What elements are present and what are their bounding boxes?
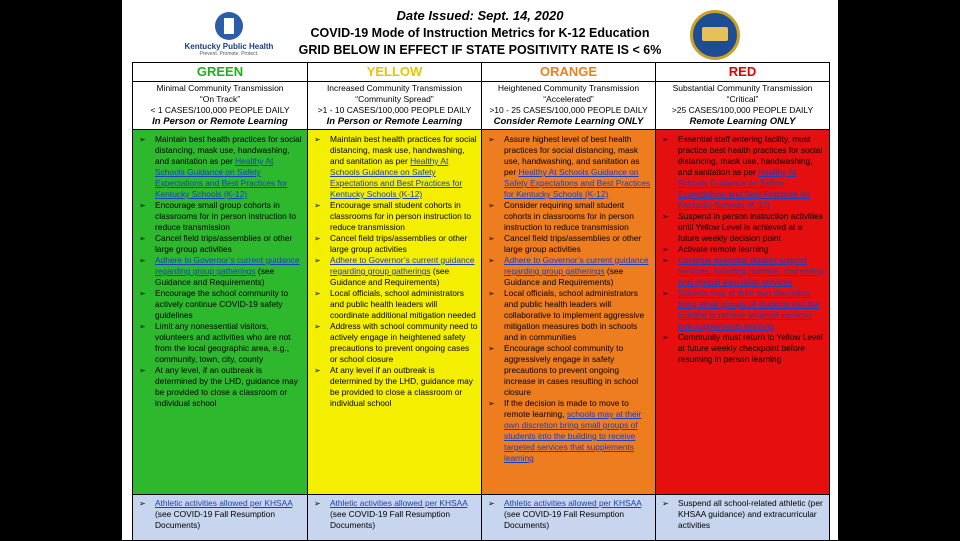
list-item: ➢ Cancel field trips/assemblies or other large group activities	[155, 233, 304, 255]
instruction-mode: In Person or Remote Learning	[326, 116, 463, 127]
list-item: ➢ Local officials, school administrators and public health leaders will coordinate additional mitigation needed	[330, 288, 478, 321]
list-item: ➢ Athletic activities allowed per KHSAA (see COVID-19 Fall Resumption Documents)	[155, 498, 304, 531]
level-red-athletics	[656, 495, 830, 541]
logo-name: Kentucky Public Health	[184, 42, 274, 51]
level-red-heading: RED	[656, 63, 830, 82]
list-item: ➢ Athletic activities allowed per KHSAA (see COVID-19 Fall Resumption Documents)	[504, 498, 652, 531]
list-item: ➢ Cancel field trips/assemblies or other large group activities	[330, 233, 478, 255]
list-item: ➢ Maintain best health practices for social distancing, mask use, handwashing, and sanitation as per Healthy At Schools Guidance on Safety Expectations and Best Practices for Kentucky Schools (K-12)	[330, 134, 478, 200]
remote-small-groups-link[interactable]: Schools may at their own discretion bring small groups of students into the building to receive targeted services that supplements learning	[678, 288, 820, 331]
khsaa-athletics-link[interactable]: Athletic activities allowed per KHSAA	[504, 498, 642, 508]
healthy-at-schools-link[interactable]: Healthy At Schools Guidance on Safety Expectations and Best Practices for Kentucky Schools (K-12)	[330, 156, 463, 199]
level-red-measures	[656, 130, 830, 495]
list-item	[678, 288, 826, 332]
list-item: ➢ Consider requiring small student cohorts in classrooms for in person instruction to reduce transmission	[504, 200, 652, 233]
logo-tagline: Prevent. Promote. Protect.	[199, 51, 259, 57]
level-yellow-heading: YELLOW	[308, 63, 482, 82]
list-item: ➢ Encourage small student cohorts in classrooms for in person instruction to reduce transmission	[330, 200, 478, 233]
level-orange-athletics	[482, 495, 656, 541]
level-orange-heading: ORANGE	[482, 63, 656, 82]
list-item: ➢ If the decision is made to move to remote learning, schools may at their own discretion bring small groups of students into the building to receive targeted services that supplements learning	[504, 398, 652, 464]
level-green-description: Minimal Community Transmission “On Track” < 1 CASES/100,000 PEOPLE DAILY In Person or Remote Learning	[133, 82, 308, 130]
governor-guidance-link[interactable]: Adhere to Governor’s current guidance regarding group gatherings	[155, 255, 300, 276]
list-item: ➢ Essential staff entering facility, must practice best health practices for social distancing, mask use, handwashing, and sanitation as per Healthy At Schools Guidance on Safety Expectations and Best Practices for Kentucky Schools (K-12)	[678, 134, 826, 211]
list-item: ➢ Encourage the school community to actively continue COVID-19 safety guidelines	[155, 288, 304, 321]
healthy-at-schools-link[interactable]: Healthy At Schools Guidance on Safety Expectations and Best Practices for Kentucky Schools (K-12)	[155, 156, 288, 199]
level-green-measures	[133, 130, 308, 495]
document-title: COVID-19 Mode of Instruction Metrics for K-12 Education	[310, 26, 650, 40]
list-item: ➢ Adhere to Governor’s current guidance regarding group gatherings (see Guidance and Requirements)	[330, 255, 478, 288]
list-item: ➢ At any level if an outbreak is determined by the LHD, guidance may be provided to close a classroom or individual school	[330, 365, 478, 409]
khsaa-athletics-link[interactable]: Athletic activities allowed per KHSAA	[155, 498, 293, 508]
list-item: ➢ Athletic activities allowed per KHSAA (see COVID-19 Fall Resumption Documents)	[330, 498, 478, 531]
governor-guidance-link[interactable]: Adhere to Governor’s current guidance regarding group gatherings	[330, 255, 475, 276]
list-item	[678, 255, 826, 288]
department-of-education-seal-icon	[690, 10, 740, 60]
level-red-description: Substantial Community Transmission “Critical” >25 CASES/100,000 PEOPLE DAILY Remote Learning ONLY	[656, 82, 830, 130]
document-page	[122, 0, 838, 540]
list-item: ➢ Suspend in person instruction activities until Yellow Level is achieved at a future weekly decision point	[678, 211, 826, 244]
date-issued: Date Issued: Sept. 14, 2020	[396, 8, 564, 23]
level-yellow-measures	[308, 130, 482, 495]
list-item: ➢ Community must return to Yellow Level at future weekly checkpoint before resuming in person learning	[678, 332, 826, 365]
list-item: ➢ Maintain best health practices for social distancing, mask use, handwashing, and sanitation as per Healthy At Schools Guidance on Safety Expectations and Best Practices for Kentucky Schools (K-12)	[155, 134, 304, 200]
list-item: ➢ Cancel field trips/assemblies or other large group activities	[504, 233, 652, 255]
level-green-athletics	[133, 495, 308, 541]
level-yellow-description: Increased Community Transmission “Community Spread” >1 - 10 CASES/100,000 PEOPLE DAILY In Person or Remote Learning	[308, 82, 482, 130]
document-header	[122, 0, 838, 60]
instruction-mode: Consider Remote Learning ONLY	[493, 116, 644, 127]
level-orange-description: Heightened Community Transmission “Accelerated” >10 - 25 CASES/100,000 PEOPLE DAILY Consider Remote Learning ONLY	[482, 82, 656, 130]
grid-effect-note: GRID BELOW IN EFFECT IF STATE POSITIVITY RATE IS < 6%	[298, 43, 662, 57]
list-item: ➢ Assure highest level of best health practices for social distancing, mask use, handwashing, and sanitation as per Healthy At Schools Guidance on Safety Expectations and Best Practices for Kentucky Schools (K-12)	[504, 134, 652, 200]
instruction-mode: In Person or Remote Learning	[152, 116, 288, 127]
khsaa-athletics-link[interactable]: Athletic activities allowed per KHSAA	[330, 498, 468, 508]
student-support-services-link[interactable]: Continue essential student support services, including nutrition, counseling and special education services	[678, 255, 824, 287]
list-item: ➢ At any level, if an outbreak is determined by the LHD, guidance may be provided to close a classroom or individual school	[155, 365, 304, 409]
level-orange-measures	[482, 130, 656, 495]
list-item: ➢ Encourage small group cohorts in classrooms for in person instruction to reduce transmission	[155, 200, 304, 233]
list-item: ➢ Local officials, school administrators and public health leaders will collaborative to implement aggressive mitigation measures both in schools and in communities	[504, 288, 652, 343]
list-item: ➢ Limit any nonessential visitors, volunteers and activities who are not from the local geographic area, e.g., community, town, city, county	[155, 321, 304, 365]
level-yellow-athletics	[308, 495, 482, 541]
list-item: ➢ Adhere to Governor’s current guidance regarding group gatherings (see Guidance and Requirements)	[155, 255, 304, 288]
remote-small-groups-link[interactable]: schools may at their own discretion bring small groups of students into the building to receive targeted services that supplements learning	[504, 409, 642, 463]
list-item: ➢ Suspend all school-related athletic (per KHSAA guidance) and extracurricular activities	[678, 498, 826, 531]
governor-guidance-link[interactable]: Adhere to Governor’s current guidance regarding group gatherings	[504, 255, 649, 276]
level-green-heading: GREEN	[133, 63, 308, 82]
healthy-at-schools-link[interactable]: Healthy At Schools Guidance on Safety Expectations and Best Practices for Kentucky Schools (K-12)	[678, 167, 811, 210]
list-item: ➢ Activate remote learning	[678, 244, 826, 255]
healthy-at-schools-link[interactable]: Healthy At Schools Guidance on Safety Expectations and Best Practices for Kentucky Schools (K-12)	[504, 167, 651, 199]
list-item: ➢ Address with school community need to actively engage in heightened safety precautions to prevent ongoing cases or school closure	[330, 321, 478, 365]
metrics-grid	[132, 62, 830, 541]
list-item: ➢ Encourage school community to aggressively engage in safety precautions to prevent ongoing increase in cases resulting in school closure	[504, 343, 652, 398]
list-item: ➢ Adhere to Governor’s current guidance regarding group gatherings (see Guidance and Requirements)	[504, 255, 652, 288]
instruction-mode: Remote Learning ONLY	[689, 116, 796, 127]
